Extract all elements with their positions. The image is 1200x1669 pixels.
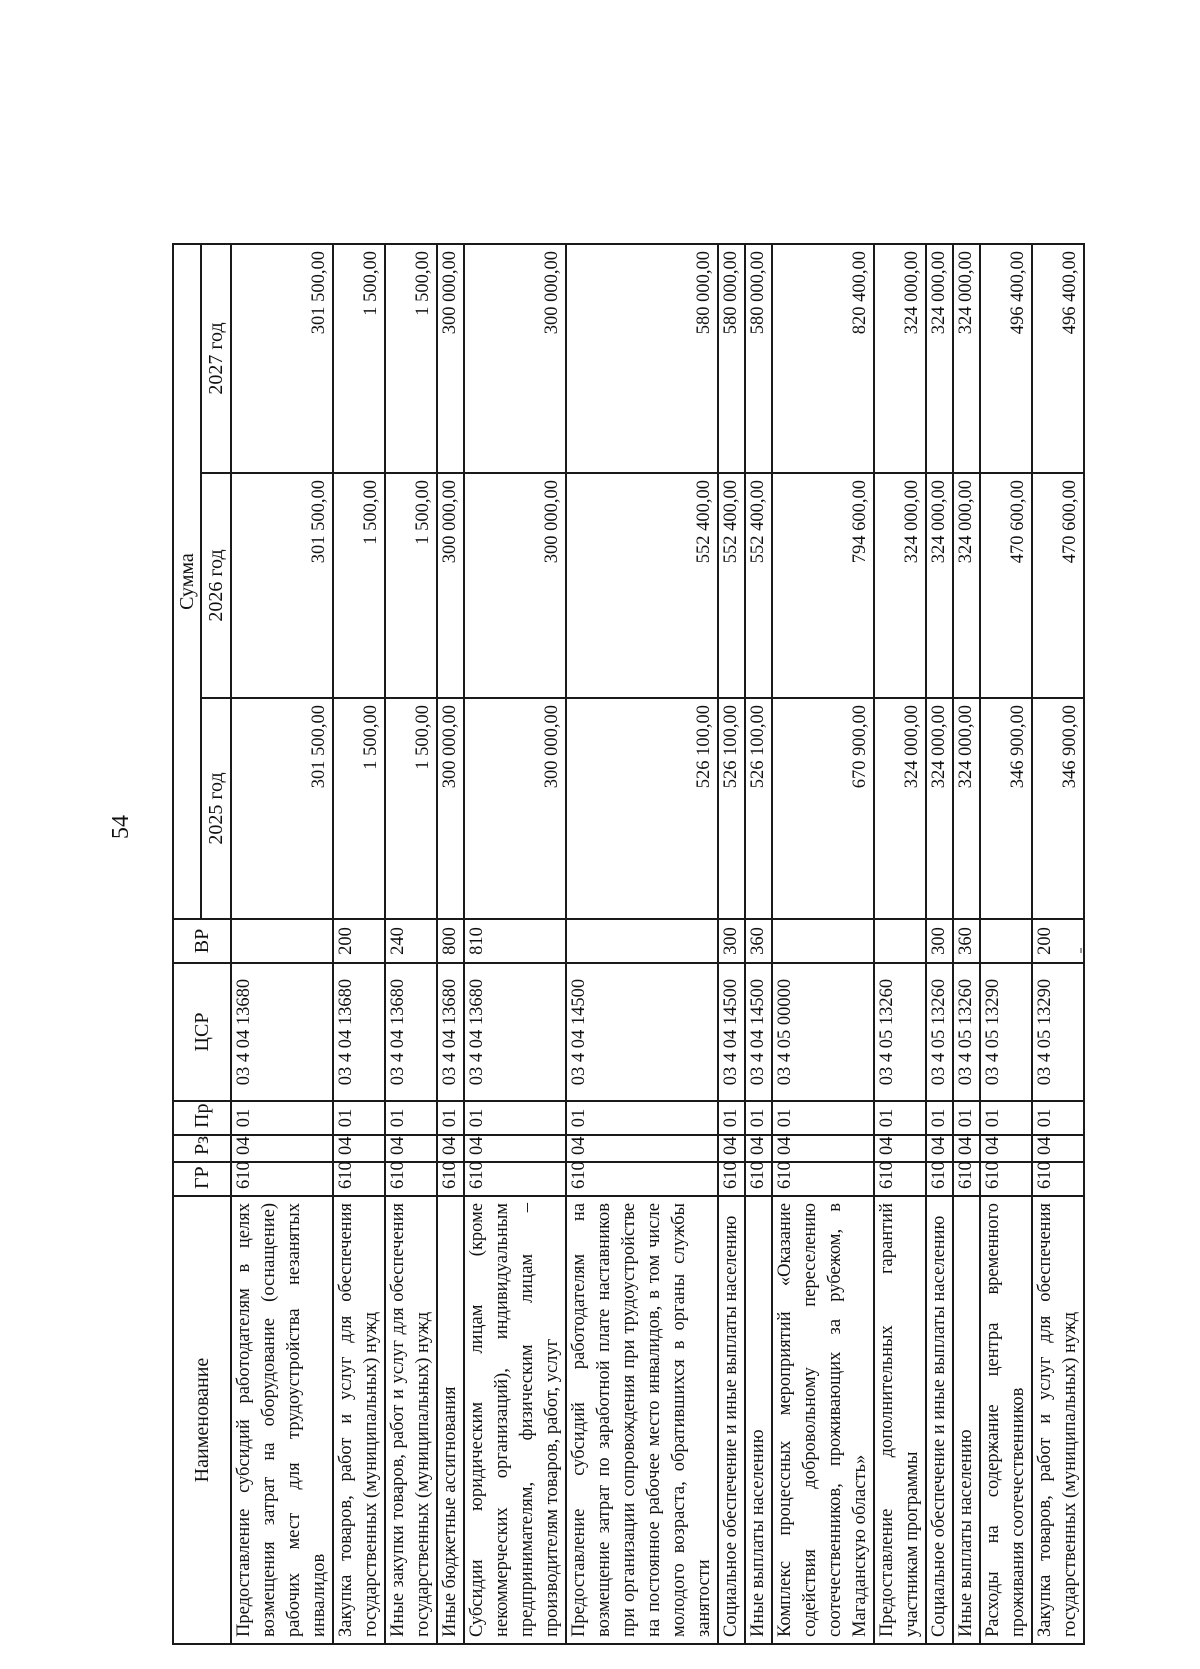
row-name: Социальное обеспечение и иные выплаты населению: [718, 1196, 745, 1644]
row-rz: 04: [566, 1135, 718, 1162]
row-rz: 04: [745, 1135, 772, 1162]
row-rz: 04: [874, 1135, 926, 1162]
row-pr: 01: [718, 1101, 745, 1135]
row-amount-2026: 1 500,00: [385, 473, 437, 698]
row-amount-2027: 580 000,00: [745, 244, 772, 473]
row-amount-2026: 552 400,00: [745, 473, 772, 698]
row-rz: 04: [437, 1135, 464, 1162]
row-name: Предоставление субсидий работодателям в целях возмещения затрат на оборудование (оснащение) рабочих мест для трудоустройства незанятых инвалидов: [231, 1196, 333, 1644]
row-pr: 01: [874, 1101, 926, 1135]
row-name: Расходы на содержание центра временного проживания соотечественников: [980, 1196, 1032, 1644]
row-csr: 03 4 04 13680: [437, 963, 464, 1101]
row-rz: 04: [980, 1135, 1032, 1162]
row-gr: 610: [772, 1162, 874, 1196]
row-amount-2025: 1 500,00: [385, 698, 437, 919]
header-year-2025: 2025 год: [201, 698, 231, 919]
row-csr: 03 4 04 13680: [333, 963, 385, 1101]
row-gr: 610: [437, 1162, 464, 1196]
row-name: Закупка товаров, работ и услуг для обеспечения государственных (муниципальных) нужд: [333, 1196, 385, 1644]
row-vr: 360: [953, 919, 980, 963]
row-rz: 04: [385, 1135, 437, 1162]
row-pr: 01: [980, 1101, 1032, 1135]
header-name: Наименование: [173, 1196, 231, 1644]
scan-mark: [1080, 948, 1082, 953]
row-gr: 610: [464, 1162, 566, 1196]
row-csr: 03 4 04 13680: [385, 963, 437, 1101]
row-amount-2026: 552 400,00: [718, 473, 745, 698]
row-name: Субсидии юридическим лицам (кроме некоммерческих организаций), индивидуальным предпринимателям, физическим лицам – производителям товаров, работ, услуг: [464, 1196, 566, 1644]
row-amount-2025: 346 900,00: [980, 698, 1032, 919]
row-vr: 810: [464, 919, 566, 963]
row-pr: 01: [231, 1101, 333, 1135]
row-gr: 610: [718, 1162, 745, 1196]
row-name: Закупка товаров, работ и услуг для обеспечения государственных (муниципальных) нужд: [1032, 1196, 1084, 1644]
row-amount-2025: 324 000,00: [926, 698, 953, 919]
row-name: Иные выплаты населению: [745, 1196, 772, 1644]
table-row: [231, 244, 333, 1644]
row-rz: 04: [926, 1135, 953, 1162]
header-rz: Рз: [173, 1135, 231, 1162]
table-row: [980, 244, 1032, 1644]
header-gr: ГР: [173, 1162, 231, 1196]
row-pr: 01: [464, 1101, 566, 1135]
row-amount-2027: 324 000,00: [926, 244, 953, 473]
row-csr: 03 4 04 14500: [718, 963, 745, 1101]
row-csr: 03 4 05 13260: [953, 963, 980, 1101]
row-csr: 03 4 05 13290: [980, 963, 1032, 1101]
row-gr: 610: [980, 1162, 1032, 1196]
row-gr: 610: [333, 1162, 385, 1196]
row-amount-2027: 496 400,00: [980, 244, 1032, 473]
row-vr: 200: [333, 919, 385, 963]
row-rz: 04: [333, 1135, 385, 1162]
row-name: Комплекс процессных мероприятий «Оказание содействия добровольному переселению соотечественников, проживающих за рубежом, в Магаданскую область»: [772, 1196, 874, 1644]
row-amount-2025: 526 100,00: [566, 698, 718, 919]
table-row: [745, 244, 772, 1644]
header-csr: ЦСР: [173, 963, 231, 1101]
row-vr: [231, 919, 333, 963]
budget-table: [172, 243, 1085, 1645]
row-csr: 03 4 05 00000: [772, 963, 874, 1101]
row-vr: 240: [385, 919, 437, 963]
row-pr: 01: [926, 1101, 953, 1135]
row-vr: 200: [1032, 919, 1084, 963]
row-amount-2026: 324 000,00: [953, 473, 980, 698]
row-name: Социальное обеспечение и иные выплаты населению: [926, 1196, 953, 1644]
row-amount-2027: 1 500,00: [333, 244, 385, 473]
row-amount-2027: 324 000,00: [953, 244, 980, 473]
row-amount-2025: 670 900,00: [772, 698, 874, 919]
row-amount-2025: 324 000,00: [874, 698, 926, 919]
row-gr: 610: [1032, 1162, 1084, 1196]
row-pr: 01: [566, 1101, 718, 1135]
row-csr: 03 4 05 13260: [926, 963, 953, 1101]
table-row: [718, 244, 745, 1644]
row-name: Предоставление субсидий работодателям на возмещение затрат по заработной плате наставников при организации сопровождения при трудоустройстве на постоянное рабочее место инвалидов, в том числе молодого возраста, обратившихся в органы службы занятости: [566, 1196, 718, 1644]
page-number: 54: [108, 815, 134, 839]
row-amount-2027: 580 000,00: [566, 244, 718, 473]
row-name: Иные закупки товаров, работ и услуг для обеспечения государственных (муниципальных) нужд: [385, 1196, 437, 1644]
header-vr: ВР: [173, 919, 231, 963]
row-gr: 610: [231, 1162, 333, 1196]
row-amount-2026: 300 000,00: [464, 473, 566, 698]
row-amount-2025: 300 000,00: [437, 698, 464, 919]
table-row: [953, 244, 980, 1644]
row-pr: 01: [1032, 1101, 1084, 1135]
table-row: [385, 244, 437, 1644]
table-row: [437, 244, 464, 1644]
table-row: [772, 244, 874, 1644]
row-rz: 04: [464, 1135, 566, 1162]
table-row: [566, 244, 718, 1644]
row-gr: 610: [566, 1162, 718, 1196]
row-rz: 04: [231, 1135, 333, 1162]
header-sum: Сумма: [173, 244, 201, 919]
row-vr: [980, 919, 1032, 963]
header-year-2027: 2027 год: [201, 244, 231, 473]
row-amount-2026: 470 600,00: [980, 473, 1032, 698]
row-amount-2027: 496 400,00: [1032, 244, 1084, 473]
row-name: Иные выплаты населению: [953, 1196, 980, 1644]
row-name: Предоставление дополнительных гарантий участникам программы: [874, 1196, 926, 1644]
row-pr: 01: [437, 1101, 464, 1135]
row-vr: [874, 919, 926, 963]
row-vr: 300: [718, 919, 745, 963]
table-row: [926, 244, 953, 1644]
row-pr: 01: [333, 1101, 385, 1135]
row-csr: 03 4 04 14500: [566, 963, 718, 1101]
row-amount-2027: 324 000,00: [874, 244, 926, 473]
row-vr: 300: [926, 919, 953, 963]
row-vr: 800: [437, 919, 464, 963]
row-amount-2025: 526 100,00: [718, 698, 745, 919]
row-amount-2025: 526 100,00: [745, 698, 772, 919]
row-pr: 01: [745, 1101, 772, 1135]
row-csr: 03 4 04 13680: [464, 963, 566, 1101]
row-amount-2027: 820 400,00: [772, 244, 874, 473]
table-row: [1032, 244, 1084, 1644]
row-amount-2027: 301 500,00: [231, 244, 333, 473]
row-amount-2026: 1 500,00: [333, 473, 385, 698]
row-amount-2025: 300 000,00: [464, 698, 566, 919]
row-rz: 04: [772, 1135, 874, 1162]
row-amount-2026: 324 000,00: [926, 473, 953, 698]
row-gr: 610: [953, 1162, 980, 1196]
row-amount-2027: 300 000,00: [437, 244, 464, 473]
row-amount-2026: 300 000,00: [437, 473, 464, 698]
row-amount-2026: 794 600,00: [772, 473, 874, 698]
row-vr: [772, 919, 874, 963]
row-amount-2026: 552 400,00: [566, 473, 718, 698]
rotated-table-container: [172, 245, 1085, 1645]
row-gr: 610: [745, 1162, 772, 1196]
row-amount-2026: 301 500,00: [231, 473, 333, 698]
row-vr: 360: [745, 919, 772, 963]
row-pr: 01: [953, 1101, 980, 1135]
row-gr: 610: [385, 1162, 437, 1196]
row-amount-2027: 580 000,00: [718, 244, 745, 473]
row-amount-2025: 324 000,00: [953, 698, 980, 919]
row-amount-2026: 324 000,00: [874, 473, 926, 698]
row-csr: 03 4 04 13680: [231, 963, 333, 1101]
row-amount-2026: 470 600,00: [1032, 473, 1084, 698]
table-row: [464, 244, 566, 1644]
row-rz: 04: [953, 1135, 980, 1162]
row-gr: 610: [926, 1162, 953, 1196]
row-csr: 03 4 04 14500: [745, 963, 772, 1101]
row-rz: 04: [718, 1135, 745, 1162]
row-name: Иные бюджетные ассигнования: [437, 1196, 464, 1644]
row-amount-2025: 301 500,00: [231, 698, 333, 919]
row-csr: 03 4 05 13290: [1032, 963, 1084, 1101]
row-vr: [566, 919, 718, 963]
row-pr: 01: [772, 1101, 874, 1135]
header-pr: Пр: [173, 1101, 231, 1135]
row-rz: 04: [1032, 1135, 1084, 1162]
row-amount-2025: 1 500,00: [333, 698, 385, 919]
row-gr: 610: [874, 1162, 926, 1196]
row-amount-2027: 300 000,00: [464, 244, 566, 473]
row-amount-2025: 346 900,00: [1032, 698, 1084, 919]
row-csr: 03 4 05 13260: [874, 963, 926, 1101]
table-row: [874, 244, 926, 1644]
header-year-2026: 2026 год: [201, 473, 231, 698]
row-amount-2027: 1 500,00: [385, 244, 437, 473]
row-pr: 01: [385, 1101, 437, 1135]
table-row: [333, 244, 385, 1644]
